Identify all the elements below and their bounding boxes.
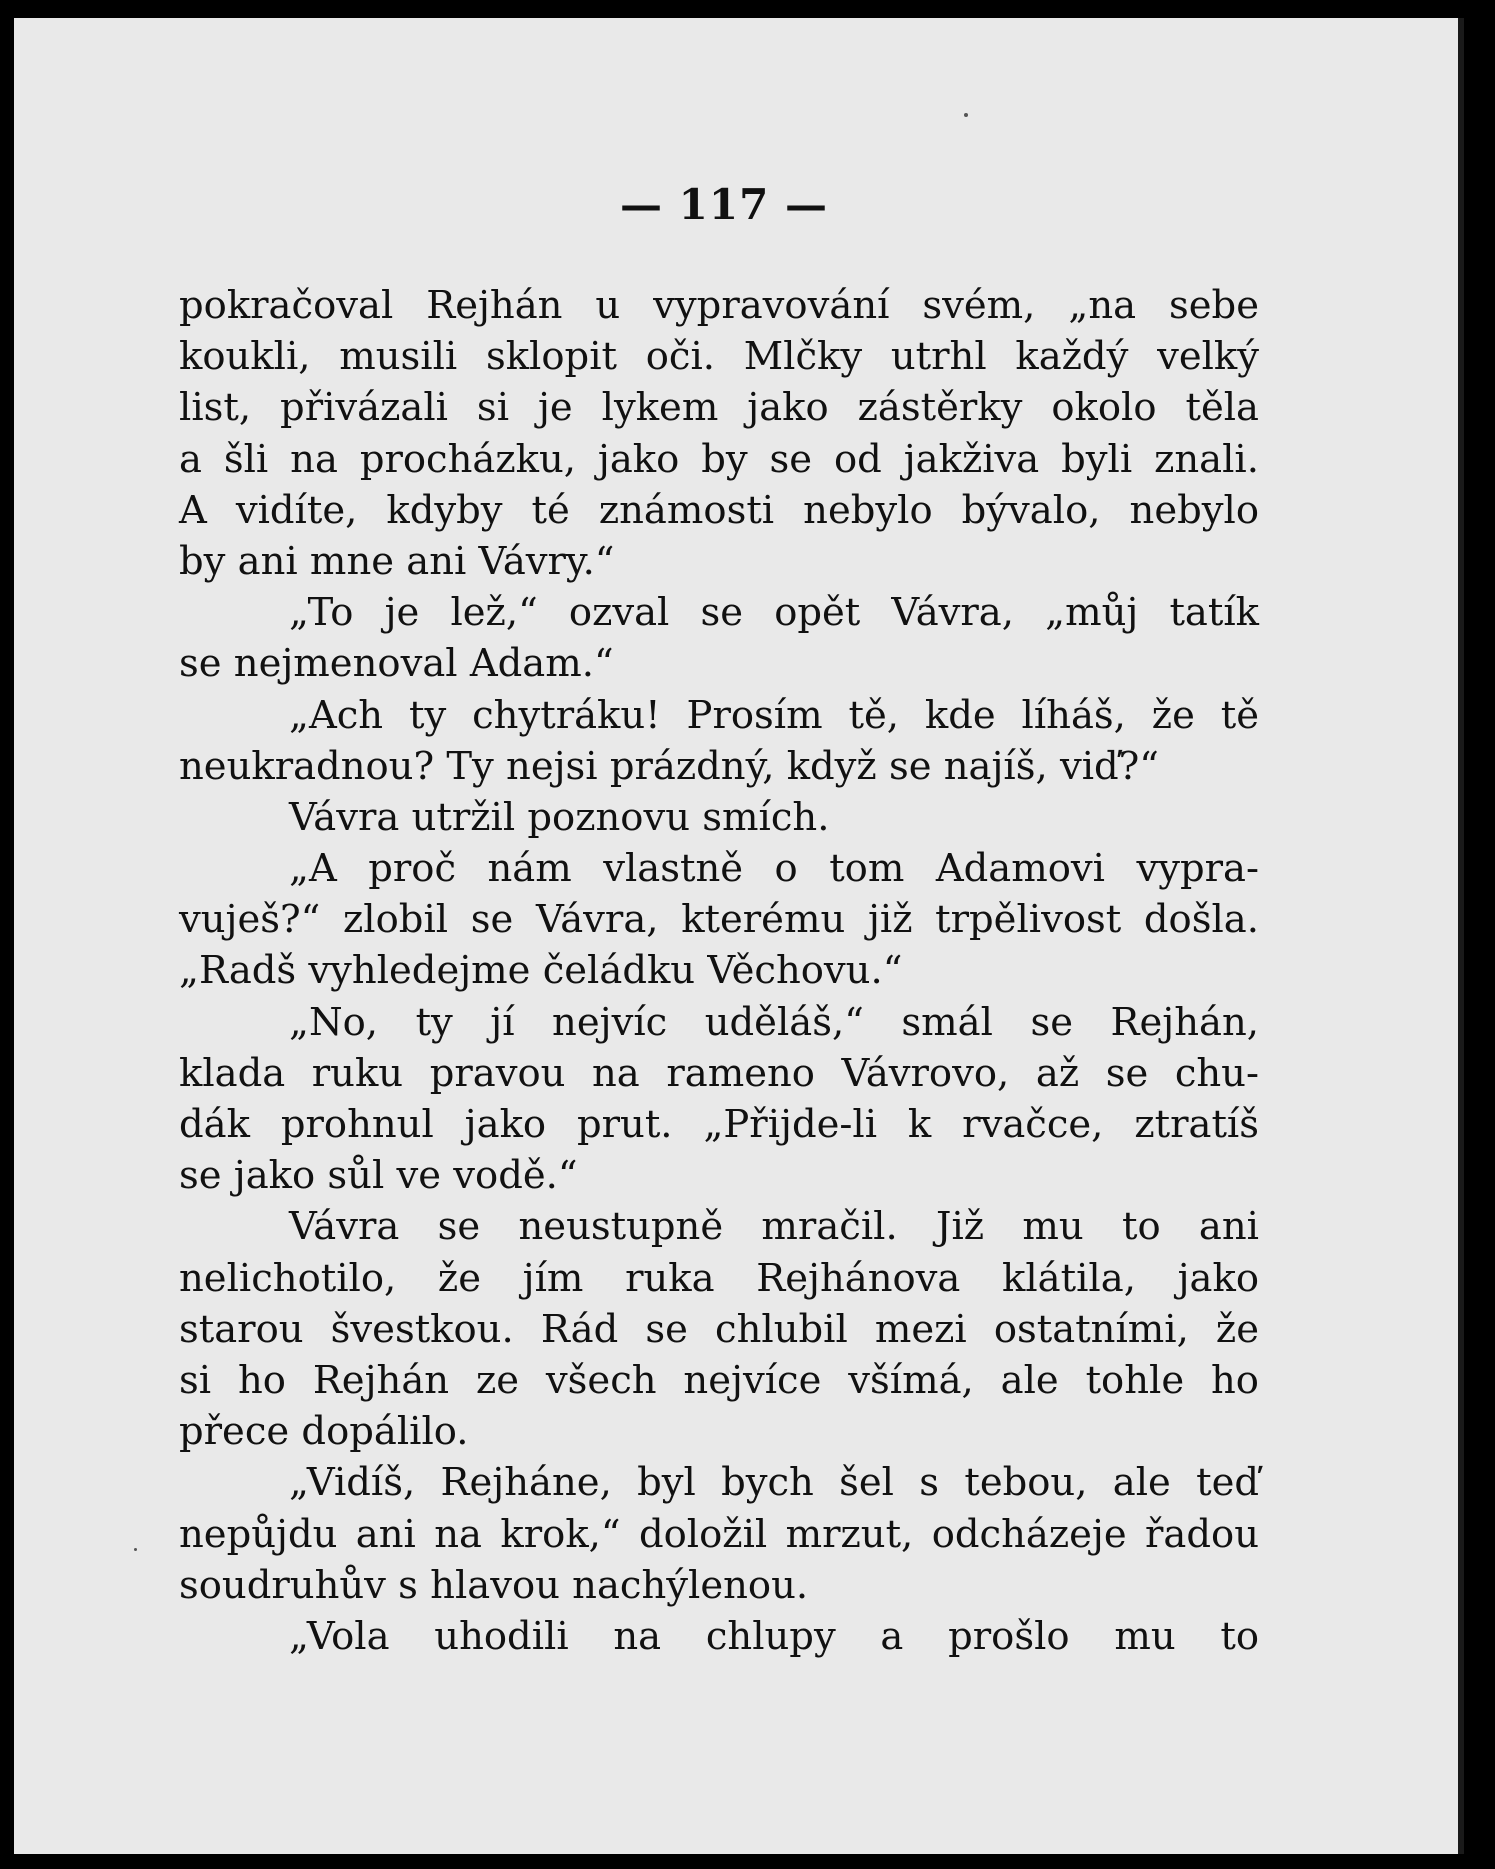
text-line: „Vidíš, Rejháne, byl bych šel s tebou, ale teď	[289, 1460, 1259, 1506]
text-line: a šli na procházku, jako by se od jakživa byli znali.	[179, 436, 1259, 482]
text-line: Vávra utržil poznovu smích.	[289, 794, 830, 840]
text-line: si ho Rejhán ze všech nejvíce všímá, ale tohle ho	[179, 1357, 1259, 1403]
body-text	[179, 280, 1259, 1662]
text-line: nelichotilo, že jím ruka Rejhánova klátila, jako	[179, 1255, 1259, 1301]
text-line: přece dopálilo.	[179, 1409, 469, 1455]
text-line: starou švestkou. Rád se chlubil mezi ostatními, že	[179, 1306, 1259, 1352]
text-line: „No, ty jí nejvíc uděláš,“ smál se Rejhán,	[289, 999, 1259, 1045]
text-line: „Vola uhodili na chlupy a prošlo mu to	[289, 1613, 1259, 1659]
text-line: list, přivázali si je lykem jako zástěrky okolo těla	[179, 385, 1259, 431]
text-line: by ani mne ani Vávry.“	[179, 538, 615, 584]
text-line: soudruhův s hlavou nachýlenou.	[179, 1562, 809, 1608]
text-line: neukradnou? Ty nejsi prázdný, když se najíš, viď?“	[179, 743, 1159, 789]
book-page	[14, 18, 1464, 1854]
text-line: nepůjdu ani na krok,“ doložil mrzut, odcházeje řadou	[179, 1511, 1259, 1557]
text-line: se nejmenoval Adam.“	[179, 641, 614, 687]
text-line: vuješ?“ zlobil se Vávra, kterému již trpělivost došla.	[179, 897, 1259, 943]
text-line: dák prohnul jako prut. „Přijde-li k rvačce, ztratíš	[179, 1102, 1259, 1147]
text-line: koukli, musili sklopit oči. Mlčky utrhl každý velký	[179, 334, 1259, 380]
text-line: A vidíte, kdyby té známosti nebylo bývalo, nebylo	[179, 487, 1259, 533]
text-line: „A proč nám vlastně o tom Adamovi vypra-	[289, 846, 1259, 892]
print-speck	[964, 113, 968, 117]
text-line: se jako sůl ve vodě.“	[179, 1153, 578, 1199]
text-line: klada ruku pravou na rameno Vávrovo, až se chu-	[179, 1050, 1259, 1096]
text-line: Vávra se neustupně mračil. Již mu to ani	[289, 1204, 1259, 1250]
print-speck	[134, 1548, 137, 1551]
text-line: „Radš vyhledejme čeládku Věchovu.“	[179, 948, 903, 994]
text-line: pokračoval Rejhán u vypravování svém, „na sebe	[179, 283, 1259, 328]
text-line: „Ach ty chytráku! Prosím tě, kde líháš, že tě	[289, 692, 1259, 738]
text-line: „To je lež,“ ozval se opět Vávra, „můj tatík	[289, 590, 1259, 636]
page-number: — 117 —	[620, 180, 828, 229]
